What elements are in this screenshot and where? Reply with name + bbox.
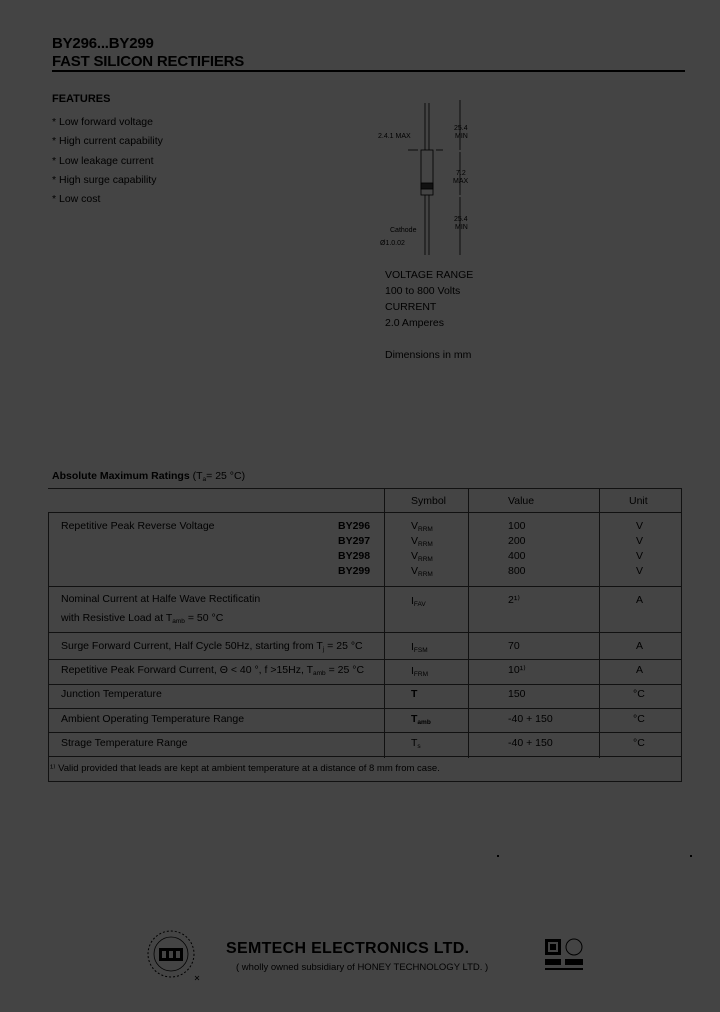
feature-item: * Low leakage current	[52, 154, 154, 167]
value-vrrm-by296: 100	[508, 520, 526, 532]
company-subsidiary-note: ( wholly owned subsidiary of HONEY TECHNOLOGY LTD. )	[236, 962, 489, 973]
unit-vrrm: V	[636, 535, 644, 547]
dimensions-note: Dimensions in mm	[385, 349, 472, 361]
lead-top-min: MIN	[455, 133, 468, 140]
title-divider	[52, 70, 685, 72]
unit-tj: °C	[633, 688, 645, 700]
document-title: FAST SILICON RECTIFIERS	[52, 53, 245, 70]
unit-ifrm: A	[636, 664, 644, 676]
current-label: CURRENT	[385, 301, 437, 313]
param-tamb: Ambient Operating Temperature Range	[61, 713, 245, 725]
absolute-max-ratings-table	[48, 488, 682, 782]
param-ifsm: Surge Forward Current, Half Cycle 50Hz, starting from $T_j = 25$ °C	[61, 640, 363, 653]
feature-item: * High surge capability	[52, 173, 157, 186]
col-header-symbol: Symbol	[411, 495, 447, 507]
company-seal-logo	[145, 928, 201, 984]
body-diameter: 2.4.1 MAX	[378, 133, 411, 140]
part-by299: BY299	[338, 565, 371, 577]
feature-item: * Low cost	[52, 193, 101, 206]
part-number-title: BY296...BY299	[52, 35, 154, 52]
cathode-band	[421, 183, 433, 189]
quality-certification-mark	[543, 937, 587, 973]
value-vrrm-by298: 400	[508, 550, 526, 562]
body-length: 7.2	[456, 170, 466, 177]
unit-ifsm: A	[636, 640, 644, 652]
param-vrrm: Repetitive Peak Reverse Voltage	[61, 520, 215, 532]
value-ts: -40 + 150	[508, 737, 553, 749]
value-ifav: 2¹⁾	[508, 594, 520, 606]
feature-item: * High current capability	[52, 135, 163, 148]
symbol-ifrm: $I_{FRM}$	[411, 665, 429, 678]
symbol-ifsm: $I_{FSM}$	[411, 641, 428, 654]
param-ifrm: Repetitive Peak Forward Current, Θ < 40 °, f >15Hz, $T_{amb} = 25$ °C	[61, 664, 365, 677]
lead-top-length: 25.4	[454, 125, 468, 132]
symbol-tj: T	[411, 688, 418, 700]
company-name: SEMTECH ELECTRONICS LTD.	[226, 940, 470, 957]
lead-diameter: Ø1.0.02	[380, 240, 405, 247]
symbol-ifav: $I_{FAV}$	[411, 595, 426, 608]
value-ifsm: 70	[508, 640, 520, 652]
lead-bottom-min: MIN	[455, 224, 468, 231]
voltage-range-label: VOLTAGE RANGE	[385, 269, 474, 281]
voltage-range-value: 100 to 800 Volts	[385, 285, 461, 297]
features-heading: FEATURES	[52, 93, 111, 105]
value-vrrm-by297: 200	[508, 535, 526, 547]
value-tj: 150	[508, 688, 526, 700]
symbol-vrrm: $V_{RRM}$	[411, 565, 433, 578]
feature-item: * Low forward voltage	[52, 116, 153, 128]
value-tamb: -40 + 150	[508, 713, 553, 725]
param-ts: Strage Temperature Range	[61, 737, 188, 749]
symbol-tamb: $T_{amb}$	[411, 713, 431, 726]
symbol-vrrm: $V_{RRM}$	[411, 535, 433, 548]
unit-vrrm: V	[636, 520, 644, 532]
cathode-label: Cathode	[390, 227, 417, 234]
ratings-heading: Absolute Maximum Ratings ($T_a= 25$ °C)	[52, 470, 246, 483]
param-ifav-line1: Nominal Current at Halfe Wave Rectificatin	[61, 593, 261, 605]
param-ifav-line2: with Resistive Load at $T_{amb} = 50$ °C	[61, 612, 224, 625]
ratings-condition: ($T_a= 25$ °C)	[192, 470, 246, 483]
symbol-vrrm: $V_{RRM}$	[411, 520, 433, 533]
unit-ifav: A	[636, 594, 644, 606]
ratings-footnote: ¹⁾ Valid provided that leads are kept at ambient temperature at a distance of 8 mm from case.	[50, 763, 440, 774]
col-header-unit: Unit	[629, 495, 648, 507]
body-length-max: MAX	[453, 178, 469, 185]
value-ifrm: 10¹⁾	[508, 664, 526, 676]
features-list	[52, 115, 163, 211]
lead-bottom-length: 25.4	[454, 216, 468, 223]
symbol-vrrm: $V_{RRM}$	[411, 550, 433, 563]
value-vrrm-by299: 800	[508, 565, 526, 577]
current-value: 2.0 Amperes	[385, 317, 444, 329]
unit-vrrm: V	[636, 550, 644, 562]
unit-ts: °C	[633, 737, 645, 749]
package-outline-diagram	[368, 95, 478, 260]
unit-tamb: °C	[633, 713, 645, 725]
unit-vrrm: V	[636, 565, 644, 577]
part-by296: BY296	[338, 520, 371, 532]
col-header-value: Value	[508, 495, 535, 507]
scan-speck	[497, 855, 499, 857]
part-by297: BY297	[338, 535, 371, 547]
scan-speck	[690, 855, 692, 857]
symbol-ts: $T_s$	[411, 737, 421, 750]
param-tj: Junction Temperature	[61, 688, 162, 700]
part-by298: BY298	[338, 550, 371, 562]
